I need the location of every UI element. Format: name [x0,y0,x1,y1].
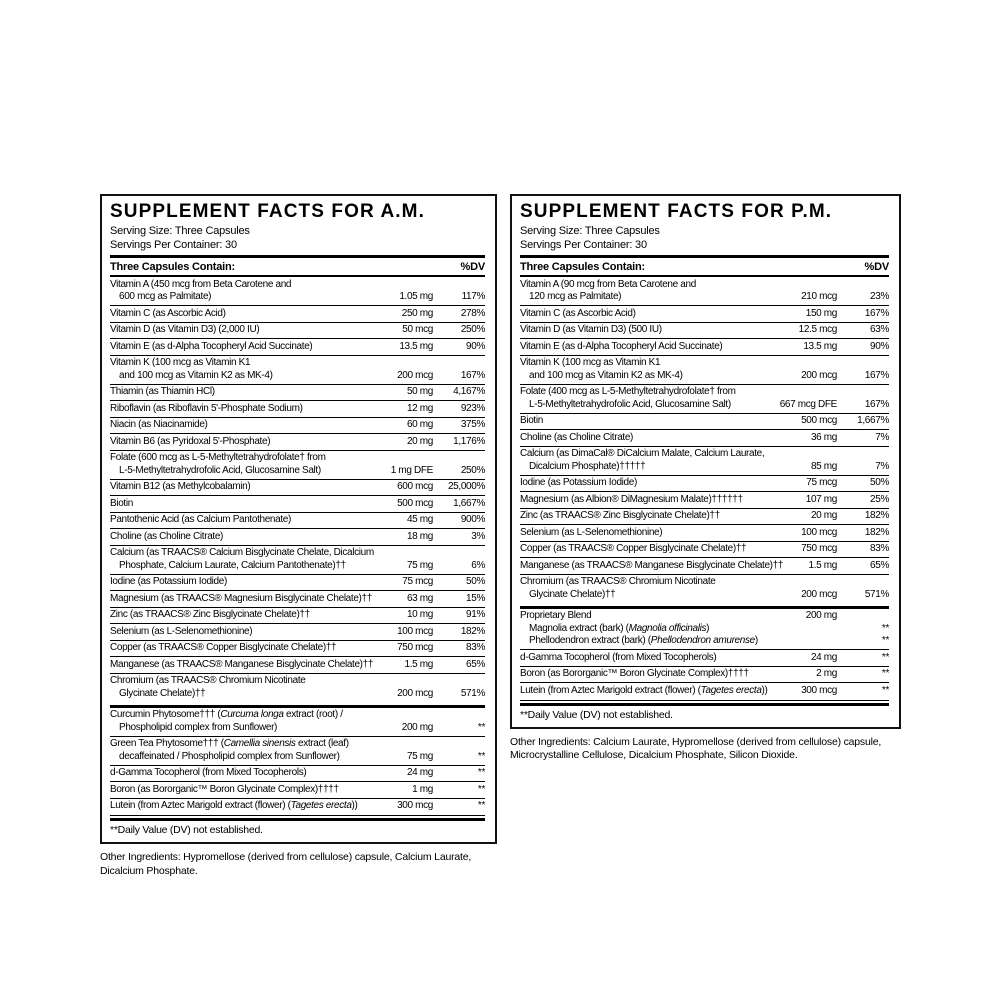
table-row [110,607,485,624]
ingredient-dv: 1,176% [453,435,485,447]
ingredient-dv: ** [881,684,889,696]
ingredient-amount: 2 mg [816,668,837,679]
table-row [110,574,485,591]
pm-botanicals-table [520,609,889,699]
ingredient-dv: 117% [461,291,485,302]
ingredient-amount: 12.5 mcg [798,324,837,335]
table-row [520,305,889,322]
ingredient-amount: 60 mg [406,419,433,430]
am-dv-footnote: **Daily Value (DV) not established. [110,824,263,836]
ingredient-dv: 65% [466,658,485,670]
table-row [110,781,485,798]
ingredient-dv: 50% [870,477,889,488]
ingredient-amount: 210 mcg [801,291,837,302]
table-row [110,736,485,765]
pm-column [510,194,901,763]
am-botanicals-table [110,708,485,815]
table-row [110,765,485,782]
ingredient-dv: ** [477,800,485,811]
table-row [520,649,889,666]
ingredient-dv: 182% [864,510,889,521]
ingredient-dv: 3% [471,530,485,542]
ingredient-amount: 500 mcg [801,415,837,426]
ingredient-amount: 50 mg [406,386,433,397]
ingredient-dv: 23% [870,291,889,302]
table-row [520,609,889,650]
ingredient-name: Manganese (as TRAACS® Manganese Bisglycinate Chelate)†† [520,559,784,571]
table-row [520,384,889,413]
table-row [110,798,485,815]
ingredient-name: Boron (as Bororganic™ Boron Glycinate Complex)†††† [110,783,339,795]
ingredient-amount: 1.5 mg [808,559,837,571]
ingredient-amount: 45 mg [406,514,433,525]
contain-label: Three Capsules Contain: [520,260,645,273]
ingredient-name: Magnesium (as TRAACS® Magnesium Bisglycinate Chelate)†† [110,592,372,604]
ingredient-name: Chromium (as TRAACS® Chromium Nicotinate Glycinate Chelate)†† [520,576,716,600]
ingredient-dv: 923% [460,402,485,414]
ingredient-name: Vitamin B12 (as Methylcobalamin) [110,481,251,492]
ingredient-dv: 278% [460,307,485,319]
ingredient-name: Magnesium (as Albion® DiMagnesium Malate)†††††† [520,493,743,505]
ingredient-dv: 4,167% [453,386,485,397]
table-row [110,528,485,545]
ingredient-amount: 1.05 mg [399,291,433,302]
table-row [110,305,485,322]
ingredient-name: Vitamin D (as Vitamin D3) (2,000 IU) [110,324,260,335]
ingredient-amount: 200 mg [401,721,433,733]
ingredient-name: Calcium (as TRAACS® Calcium Bisglycinate Chelate, Dicalcium Phosphate, Calcium Laurate, Calcium Pantothenate)†† [110,547,374,571]
ingredient-amount: 13.5 mg [803,340,837,352]
table-row [520,475,889,492]
table-row [110,433,485,450]
ingredient-dv: 1,667% [857,415,889,426]
contain-label: Three Capsules Contain: [110,260,235,273]
ingredient-dv: 25% [870,493,889,505]
ingredient-amount: 50 mcg [402,324,433,335]
ingredient-amount: 13.5 mg [399,340,433,352]
table-row [110,400,485,417]
table-row [110,479,485,496]
ingredient-name: d-Gamma Tocopherol (from Mixed Tocopherols) [520,651,717,663]
ingredient-dv: ** [881,668,889,679]
table-row [110,384,485,401]
ingredient-dv: 83% [466,642,485,653]
table-row [520,508,889,525]
ingredient-amount: 500 mcg [397,497,433,509]
ingredient-dv: 7% [875,431,889,443]
table-row [110,338,485,355]
ingredient-dv: 15% [466,592,485,604]
ingredient-dv: 1,667% [453,497,485,509]
pm-facts-table [520,277,889,603]
ingredient-dv: 90% [870,340,889,352]
ingredient-dv: 65% [870,559,889,571]
ingredient-amount: 200 mcg [801,588,837,600]
ingredient-name: Biotin [520,415,543,426]
ingredient-name: Selenium (as L-Selenomethionine) [520,526,663,538]
ingredient-name: Chromium (as TRAACS® Chromium Nicotinate Glycinate Chelate)†† [110,675,306,699]
ingredient-dv: 375% [460,419,485,430]
table-row [110,322,485,339]
ingredient-name: Zinc (as TRAACS® Zinc Bisglycinate Chelate)†† [110,609,310,620]
ingredient-amount: 75 mg [406,559,433,571]
table-row [520,491,889,508]
pm-dv-footnote: **Daily Value (DV) not established. [520,708,673,721]
ingredient-dv: 90% [466,340,485,352]
ingredient-amount: 750 mcg [801,543,837,554]
ingredient-name: Vitamin E (as d-Alpha Tocopheryl Acid Succinate) [110,340,313,352]
ingredient-name: Lutein (from Aztec Marigold extract (flower) (Tagetes erecta)) [520,684,768,696]
ingredient-name: Copper (as TRAACS® Copper Bisglycinate Chelate)†† [110,642,337,653]
ingredient-name: Vitamin K (100 mcg as Vitamin K1 and 100 mcg as Vitamin K2 as MK-4) [520,357,683,381]
pm-supplement-facts-panel [510,194,901,729]
ingredient-amount: 150 mg [805,307,837,319]
ingredient-dv: ** [477,721,485,733]
table-row [520,322,889,339]
ingredient-amount: 12 mg [406,402,433,414]
table-row [520,682,889,699]
ingredient-amount: 24 mg [406,767,433,778]
table-row [520,524,889,541]
ingredient-amount: 667 mcg DFE [779,398,837,410]
ingredient-name: Vitamin B6 (as Pyridoxal 5'-Phosphate) [110,435,271,447]
blend-sub-row: Phellodendron extract (bark) (Phellodendron amurense) ** [529,635,889,646]
table-row [520,574,889,603]
table-row [110,277,485,305]
ingredient-name: Biotin [110,497,133,509]
ingredient-name: Vitamin A (90 mcg from Beta Carotene and 120 mcg as Palmitate) [520,278,696,302]
table-row [520,338,889,355]
ingredient-dv: 167% [864,369,889,381]
blend-sub-row: Magnolia extract (bark) (Magnolia officinalis) ** [529,622,889,634]
ingredient-amount: 200 mcg [801,369,837,381]
ingredient-dv: 83% [870,543,889,554]
ingredient-dv: 91% [466,609,485,620]
ingredient-name: Vitamin D (as Vitamin D3) (500 IU) [520,324,662,335]
am-servings-per-container: Servings Per Container: 30 [110,238,237,251]
ingredient-name: Thiamin (as Thiamin HCl) [110,386,215,397]
ingredient-amount: 24 mg [810,651,837,663]
ingredient-dv: 571% [460,687,485,699]
pm-table-header [520,258,889,277]
ingredient-name: Folate (400 mcg as L-5-Methyltetrahydrofolate† from L-5-Methyltetrahydrofolic Acid, Glucosamine Salt) [520,386,736,410]
ingredient-amount: 75 mg [406,750,433,762]
ingredient-amount: 85 mg [810,460,837,472]
table-row [110,417,485,434]
am-other-ingredients: Other Ingredients: Hypromellose (derived from cellulose) capsule, Calcium Laurate, Dicalcium Phosphate. [100,851,472,877]
table-row [110,708,485,736]
ingredient-dv: 63% [870,324,889,335]
ingredient-dv: 167% [864,307,889,319]
am-panel-title: SUPPLEMENT FACTS FOR A.M. [110,201,425,222]
ingredient-name: Boron (as Bororganic™ Boron Glycinate Complex)†††† [520,668,749,679]
ingredient-name: Choline (as Choline Citrate) [520,431,634,443]
ingredient-dv: 6% [471,559,485,571]
ingredient-name: Vitamin C (as Ascorbic Acid) [520,307,636,319]
ingredient-name: Vitamin C (as Ascorbic Acid) [110,307,226,319]
table-row [520,541,889,558]
ingredient-dv: ** [477,767,485,778]
ingredient-name: d-Gamma Tocopherol (from Mixed Tocopherols) [110,767,307,778]
ingredient-name: Riboflavin (as Riboflavin 5'-Phosphate Sodium) [110,402,303,414]
pm-servings-per-container: Servings Per Container: 30 [520,238,647,251]
ingredient-dv: 50% [466,576,485,587]
ingredient-dv: ** [881,651,889,663]
am-column [100,194,497,878]
table-row [110,673,485,702]
table-row [520,446,889,475]
table-row [110,640,485,657]
ingredient-amount: 20 mg [406,435,433,447]
ingredient-amount: 18 mg [406,530,433,542]
ingredient-name: Calcium (as DimaCal® DiCalcium Malate, Calcium Laurate, Dicalcium Phosphate)††††† [520,448,765,472]
ingredient-name: Selenium (as L-Selenomethionine) [110,625,253,637]
am-supplement-facts-panel [100,194,497,844]
ingredient-amount: 1 mg [412,783,433,795]
dv-header-label: %DV [460,260,485,273]
table-row [520,666,889,683]
ingredient-dv: 7% [875,460,889,472]
dv-header-label: %DV [864,260,889,273]
table-row [110,656,485,673]
pm-serving-size: Serving Size: Three Capsules [520,225,660,237]
ingredient-amount: 10 mg [406,609,433,620]
ingredient-name: Green Tea Phytosome††† (Camellia sinensis extract (leaf) decaffeinated / Phospholipid complex from Sunflower) [110,738,349,762]
ingredient-amount: 250 mg [401,307,433,319]
ingredient-name: Iodine (as Potassium Iodide) [520,477,637,488]
table-row [110,495,485,512]
table-row [520,355,889,384]
ingredient-name: Proprietary Blend [520,610,592,621]
table-row [520,277,889,305]
ingredient-name: Vitamin E (as d-Alpha Tocopheryl Acid Succinate) [520,340,723,352]
ingredient-amount: 100 mcg [801,526,837,538]
ingredient-dv: 250% [460,324,485,335]
pm-panel-title: SUPPLEMENT FACTS FOR P.M. [520,201,833,222]
ingredient-dv: 167% [460,369,485,381]
table-row [520,413,889,430]
ingredient-dv: 182% [864,526,889,538]
ingredient-name: Curcumin Phytosome††† (Curcuma longa extract (root) / Phospholipid complex from Sunflower) [110,709,343,733]
ingredient-name: Manganese (as TRAACS® Manganese Bisglycinate Chelate)†† [110,658,374,670]
table-row [520,429,889,446]
ingredient-amount: 750 mcg [397,642,433,653]
table-row [110,590,485,607]
ingredient-name: Lutein (from Aztec Marigold extract (flower) (Tagetes erecta)) [110,800,358,811]
ingredient-amount: 300 mcg [397,800,433,811]
ingredient-name: Folate (600 mcg as L-5-Methyltetrahydrofolate† from L-5-Methyltetrahydrofolic Acid, Glucosamine Salt) [110,452,326,476]
ingredient-amount: 600 mcg [397,481,433,492]
table-row [110,545,485,574]
ingredient-amount: 200 mcg [397,687,433,699]
table-row [520,557,889,574]
ingredient-amount: 36 mg [810,431,837,443]
ingredient-amount: 200 mg [805,610,837,621]
ingredient-dv: 25,000% [447,481,485,492]
table-row [110,623,485,640]
ingredient-amount: 200 mcg [397,369,433,381]
am-facts-table [110,277,485,702]
ingredient-amount: 75 mcg [806,477,837,488]
am-serving-size: Serving Size: Three Capsules [110,225,250,237]
ingredient-dv: ** [477,750,485,762]
table-row [110,355,485,384]
ingredient-amount: 20 mg [810,510,837,521]
ingredient-dv: 182% [460,625,485,637]
ingredient-name: Copper (as TRAACS® Copper Bisglycinate Chelate)†† [520,543,747,554]
table-row [110,450,485,479]
ingredient-dv: 250% [460,464,485,476]
ingredient-name: Choline (as Choline Citrate) [110,530,224,542]
pm-other-ingredients: Other Ingredients: Calcium Laurate, Hypromellose (derived from cellulose) capsule, Microcrystalline Cellulose, Dicalcium Phosphate, Silicon Dioxide. [510,735,882,761]
ingredient-amount: 1 mg DFE [390,464,433,476]
ingredient-amount: 107 mg [805,493,837,505]
ingredient-name: Zinc (as TRAACS® Zinc Bisglycinate Chelate)†† [520,510,720,521]
ingredient-name: Vitamin A (450 mcg from Beta Carotene and 600 mcg as Palmitate) [110,278,292,302]
ingredient-amount: 75 mcg [402,576,433,587]
ingredient-name: Vitamin K (100 mcg as Vitamin K1 and 100 mcg as Vitamin K2 as MK-4) [110,357,273,381]
ingredient-amount: 300 mcg [801,684,837,696]
ingredient-dv: 571% [864,588,889,600]
ingredient-amount: 63 mg [406,592,433,604]
ingredient-name: Niacin (as Niacinamide) [110,419,208,430]
ingredient-dv: 167% [864,398,889,410]
am-table-header [110,258,485,277]
ingredient-name: Iodine (as Potassium Iodide) [110,576,227,587]
table-row [110,512,485,529]
ingredient-name: Pantothenic Acid (as Calcium Pantothenate) [110,514,291,525]
ingredient-dv: ** [477,783,485,795]
ingredient-dv: 900% [460,514,485,525]
ingredient-amount: 1.5 mg [404,658,433,670]
ingredient-amount: 100 mcg [397,625,433,637]
